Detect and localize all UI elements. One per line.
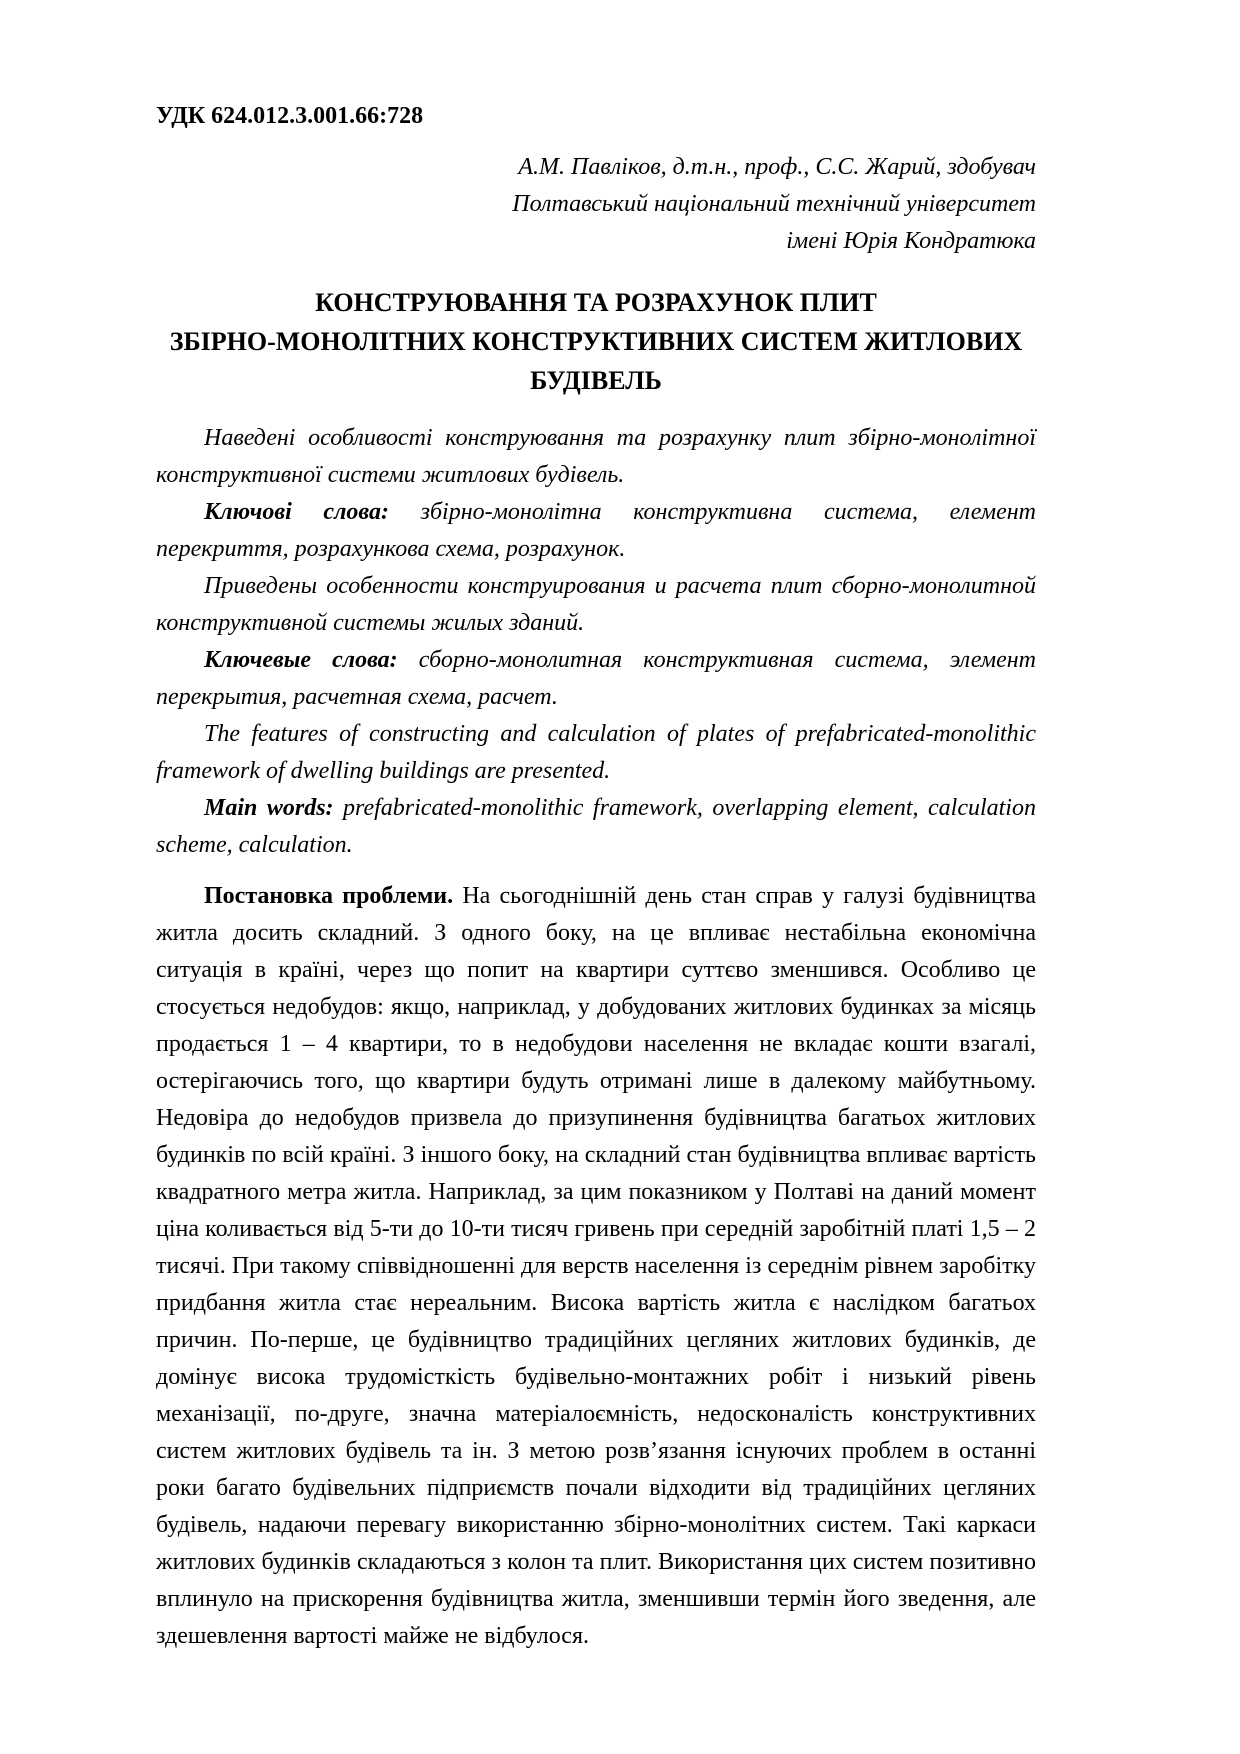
affiliation-line: Полтавський національний технічний університет — [512, 191, 1036, 217]
paper-title-line-2: ЗБІРНО-МОНОЛІТНИХ КОНСТРУКТИВНИХ СИСТЕМ ЖИТЛОВИХ — [169, 327, 1023, 356]
authors-line: А.М. Павліков, д.т.н., проф., С.С. Жарий, здобувач — [518, 154, 1036, 180]
authors-block — [156, 149, 1036, 260]
keywords-ru-label: Ключевые слова: — [204, 647, 398, 673]
keywords-en-text: prefabricated-monolithic framework, overlapping element, calculation scheme, calculation. — [156, 795, 1036, 858]
body-paragraph-text: На сьогоднішній день стан справ у галузі будівництва житла досить складний. З одного боку, на це впливає нестабільна економічна ситуація в країні, через що попит на квартири суттєво зменшився. Особливо це стосується недобудов: якщо, наприклад, у добудованих житлових будинках за місяць продається 1 – 4 квартири, то в недобудови населення не вкладає кошти взагалі, остерігаючись того, що квартири будуть отримані лише в далекому майбутньому. Недовіра до недобудов призвела до призупинення будівництва багатьох житлових будинків по всій країні. З іншого боку, на складний стан будівництва впливає вартість квадратного метра житла. Наприклад, за цим показником у Полтаві на даний момент ціна коливається від 5-ти до 10-ти тисяч гривень при середній заробітній платі 1,5 – 2 тисячі. При такому співвідношенні для верств населення із середнім рівнем заробітку придбання житла стає нереальним. Висока вартість житла є наслідком багатьох причин. По-перше, це будівництво традиційних цегляних житлових будинків, де домінує висока трудомісткість будівельно-монтажних робіт і низький рівень механізації, по-друге, значна матеріалоємність, недосконалість конструктивних систем житлових будівель та ін. З метою розв’язання існуючих проблем в останні роки багато будівельних підприємств почали відходити від традиційних цегляних будівель, надаючи перевагу використанню збірно-монолітних систем. Такі каркаси житлових будинків складаються з колон та плит. Використання цих систем позитивно вплинуло на прискорення будівництва житла, зменшивши термін його зведення, але здешевлення вартості майже не відбулося. — [156, 883, 1036, 1649]
keywords-uk-label: Ключові слова: — [204, 499, 389, 525]
keywords-ru — [156, 642, 1036, 716]
keywords-uk-text: збірно-монолітна конструктивна система, елемент перекриття, розрахункова схема, розрахунок. — [156, 499, 1036, 562]
section-heading-problem-statement: Постановка проблеми. — [204, 883, 454, 909]
abstract-uk: Наведені особливості конструювання та розрахунку плит збірно-монолітної конструктивної системи житлових будівель. — [156, 425, 1036, 488]
abstract-en: The features of constructing and calculation of plates of prefabricated-monolithic framework of dwelling buildings are presented. — [156, 721, 1036, 784]
paper-title-line-1: КОНСТРУЮВАННЯ ТА РОЗРАХУНОК ПЛИТ — [315, 288, 877, 317]
keywords-uk — [156, 494, 1036, 568]
affiliation-line-2: імені Юрія Кондратюка — [786, 228, 1036, 254]
paper-title-line-3: БУДІВЕЛЬ — [530, 366, 662, 395]
keywords-en-label: Main words: — [204, 795, 334, 821]
body-paragraph-problem-statement — [156, 878, 1036, 1655]
keywords-en — [156, 790, 1036, 864]
udc-code: УДК 624.012.3.001.66:728 — [156, 103, 424, 129]
keywords-ru-text: сборно-монолитная конструктивная система, элемент перекрытия, расчетная схема, расчет. — [156, 647, 1036, 710]
abstract-ru: Приведены особенности конструирования и расчета плит сборно-монолитной конструктивной системы жилых зданий. — [156, 573, 1036, 636]
paper-title — [156, 283, 1036, 400]
